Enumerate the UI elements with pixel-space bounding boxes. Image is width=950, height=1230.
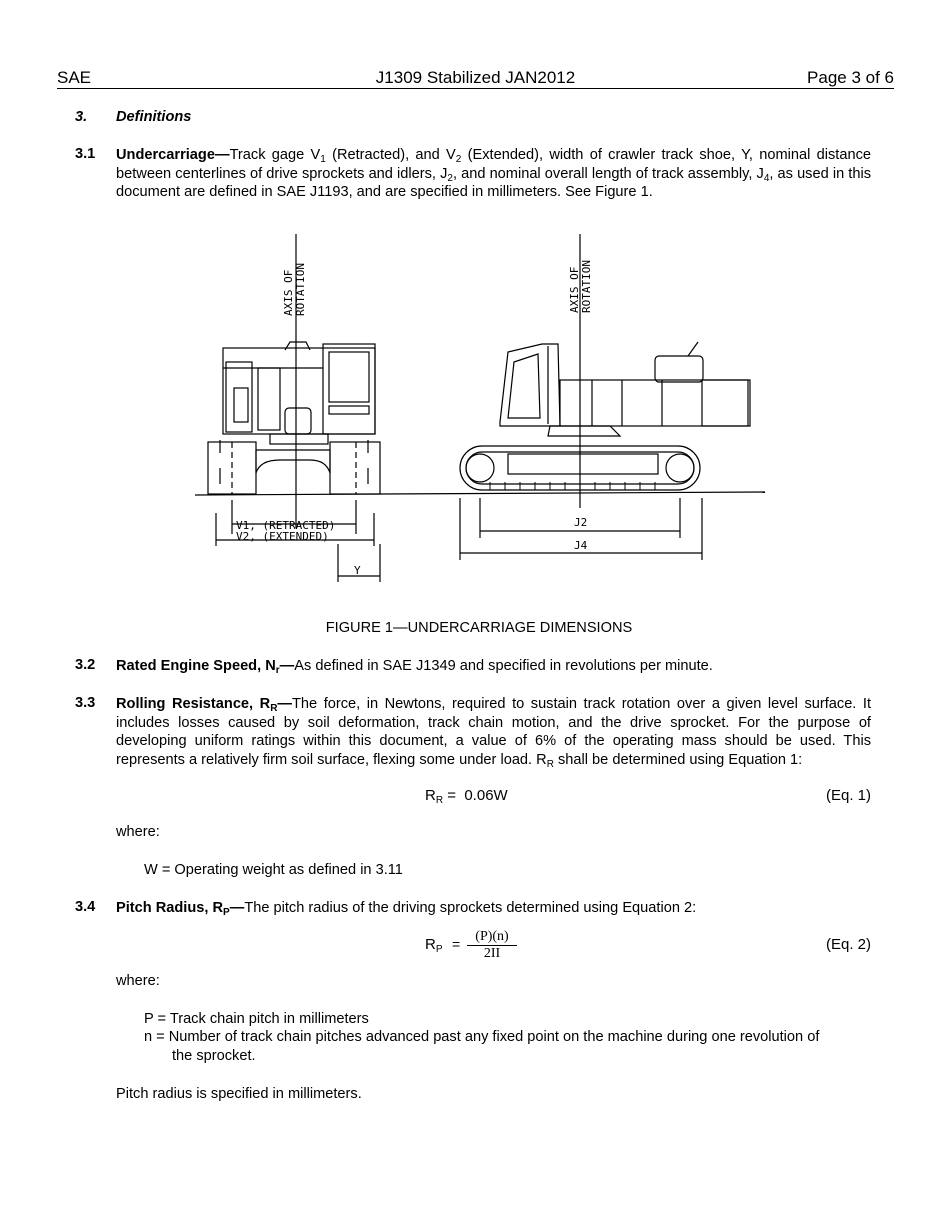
dimension-label-y: Y bbox=[354, 564, 361, 577]
dimension-label-v1: V1, (RETRACTED) bbox=[236, 519, 336, 532]
text-run: , and nominal overall length of track assembly, J bbox=[452, 165, 764, 182]
section-3-title: Definitions bbox=[116, 109, 192, 125]
equation-rhs: = 0.06W bbox=[443, 787, 508, 804]
axis-label-text: AXIS OF bbox=[282, 269, 295, 316]
header-doc-id: J1309 Stabilized JAN2012 bbox=[375, 68, 576, 87]
text-run: shall be determined using Equation 1: bbox=[553, 751, 803, 768]
section-3-3-paragraph bbox=[116, 695, 871, 769]
text-run: The force, in Newtons, required to sustain track rotation over a given level surface. It includes losses caused by soil deformation, track chain motion, and the drive sprocket. For the purpose of developing uniform ratings within this document, a value of 6% of the operating mass should be used. This represents a relatively firm soil surface, flexing some under load. R bbox=[116, 696, 872, 768]
dimension-label-j2: J2 bbox=[574, 516, 588, 529]
section-3-1-title: Undercarriage— bbox=[116, 147, 230, 163]
subscript: 2 bbox=[447, 172, 453, 184]
definition-w: W = Operating weight as defined in 3.11 bbox=[144, 862, 403, 878]
upper-structure-side bbox=[560, 380, 750, 426]
em-dash: — bbox=[229, 900, 245, 916]
equation-2-number: (Eq. 2) bbox=[825, 936, 871, 953]
section-3-3-title: Rolling Resistance, R bbox=[116, 696, 271, 712]
equation-1 bbox=[425, 787, 508, 804]
equation-1-number: (Eq. 1) bbox=[825, 787, 871, 804]
figure-1-drawing bbox=[190, 228, 770, 588]
axis-label-side bbox=[568, 260, 593, 313]
carbody-frame bbox=[256, 450, 330, 473]
upper-structure-front bbox=[223, 348, 375, 434]
right-track-front bbox=[330, 442, 380, 494]
subscript: P bbox=[223, 907, 230, 918]
axis-label-text: ROTATION bbox=[580, 260, 593, 313]
equation-2-denominator: 2II bbox=[483, 946, 501, 961]
section-3-1-paragraph bbox=[116, 146, 871, 202]
subscript: 1 bbox=[320, 154, 326, 165]
definition-n-line-1: n = Number of track chain pitches advanced past any fixed point on the machine during one revolution of bbox=[144, 1029, 820, 1045]
where-label-2: where: bbox=[116, 973, 160, 989]
subscript: 4 bbox=[763, 172, 770, 184]
section-3-3-number: 3.3 bbox=[75, 695, 96, 711]
section-3-4-title: Pitch Radius, R bbox=[116, 900, 224, 916]
section-3-1-number: 3.1 bbox=[75, 146, 96, 162]
subscript: P bbox=[435, 944, 443, 955]
equation-2-equals: = bbox=[452, 936, 461, 952]
equation-lhs: R bbox=[425, 936, 436, 953]
idler bbox=[466, 454, 494, 482]
text-run: , as used in this document are defined in SAE J1193, and are specified in millimeters. See Figure 1. bbox=[116, 165, 872, 201]
cab-front bbox=[323, 344, 375, 434]
definition-n-line-2: the sprocket. bbox=[172, 1048, 256, 1064]
section-3-4-paragraph bbox=[116, 899, 871, 918]
definition-p: P = Track chain pitch in millimeters bbox=[144, 1011, 369, 1027]
em-dash: — bbox=[279, 658, 295, 674]
drive-sprocket bbox=[666, 454, 694, 482]
text-run: As defined in SAE J1349 and specified in revolutions per minute. bbox=[294, 658, 713, 674]
dimension-label-j4: J4 bbox=[574, 539, 588, 552]
subscript: 2 bbox=[455, 154, 462, 165]
where-label-1: where: bbox=[116, 824, 160, 840]
text-run: (Extended), width of crawler track shoe, Y, nominal distance between centerlines of drive sprockets and idlers, J bbox=[116, 147, 871, 182]
subscript: r bbox=[275, 665, 280, 676]
section-3-2-paragraph bbox=[116, 657, 871, 676]
figure-1-caption: FIGURE 1—UNDERCARRIAGE DIMENSIONS bbox=[325, 620, 633, 636]
equation-lhs: R bbox=[425, 787, 436, 804]
text-run: Track gage V bbox=[229, 147, 321, 163]
header-org: SAE bbox=[57, 68, 92, 87]
subscript: R bbox=[270, 703, 278, 714]
axis-label-text: ROTATION bbox=[294, 263, 307, 316]
subscript: R bbox=[435, 795, 444, 806]
axis-label-front bbox=[282, 263, 307, 316]
section-3-number: 3. bbox=[75, 109, 88, 125]
equation-2-lhs bbox=[425, 936, 443, 953]
subscript: R bbox=[546, 758, 554, 770]
axis-label-text: AXIS OF bbox=[568, 266, 581, 313]
header-page-number: Page 3 of 6 bbox=[807, 68, 894, 87]
dimension-label-v2: V2, (EXTENDED) bbox=[236, 530, 329, 543]
section-3-4-number: 3.4 bbox=[75, 899, 96, 915]
section-3-2-title: Rated Engine Speed, N bbox=[116, 658, 276, 674]
text-run: (Retracted), and V bbox=[325, 147, 456, 163]
em-dash: — bbox=[277, 696, 293, 712]
text-run: The pitch radius of the driving sprockets determined using Equation 2: bbox=[244, 900, 697, 916]
section-3-2-number: 3.2 bbox=[75, 657, 96, 673]
pitch-radius-note: Pitch radius is specified in millimeters. bbox=[116, 1086, 362, 1102]
equation-2-numerator: (P)(n) bbox=[467, 929, 517, 946]
ground-line bbox=[195, 492, 765, 495]
page-header bbox=[57, 68, 894, 89]
